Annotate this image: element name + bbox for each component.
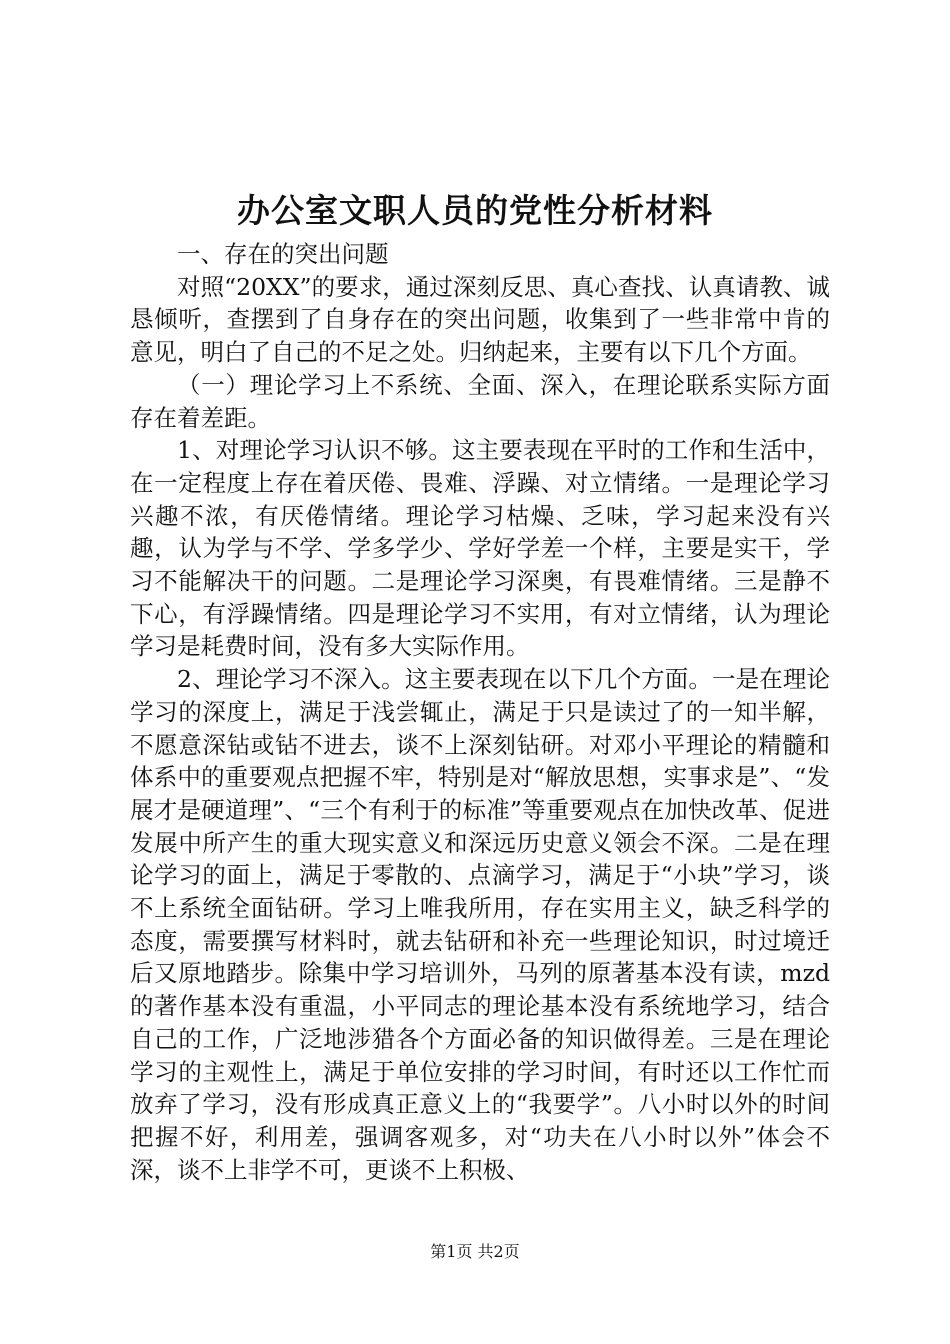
document-title: 办公室文职人员的党性分析材料: [237, 191, 713, 230]
section-heading: 一、存在的突出问题: [177, 240, 389, 268]
paragraph: 2、理论学习不深入。这主要表现在以下几个方面。一是在理论学习的深度上，满足于浅尝辄止，满足于只是读过了的一知半解，不愿意深钻或钻不进去，谈不上深刻钻研。对邓小平理论的精髓和体系中的重要观点把握不牢，特别是对“解放思想，实事求是”、“发展才是硬道理”、“三个有利于的标准”等重要观点在加快改革、促进发展中所产生的重大现实意义和深远历史意义领会不深。二是在理论学习的面上，满足于零散的、点滴学习，满足于“小块”学习，谈不上系统全面钻研。学习上唯我所用，存在实用主义，缺乏科学的态度，需要撰写材料时，就去钻研和补充一些理论知识，时过境迁后又原地踏步。除集中学习培训外，马列的原著基本没有读，mzd的著作基本没有重温，小平同志的理论基本没有系统地学习，结合自己的工作，广泛地涉猎各个方面必备的知识做得差。三是在理论学习的主观性上，满足于单位安排的学习时间，有时还以工作忙而放弃了学习，没有形成真正意义上的“我要学”。八小时以外的时间把握不好，利用差，强调客观多，对“功夫在八小时以外”体会不深，谈不上非学不可，更谈不上积极、: [130, 665, 830, 1184]
document-body: [130, 238, 830, 1186]
paragraph: 对照“20XX”的要求，通过深刻反思、真心查找、认真请教、诚恳倾听，查摆到了自身存在的突出问题，收集到了一些非常中肯的意见，明白了自己的不足之处。归纳起来，主要有以下几个方面。: [130, 272, 830, 367]
subsection-heading: （一）理论学习上不系统、全面、深入，在理论联系实际方面存在着差距。: [130, 370, 830, 432]
page-footer: 第1页 共2页: [430, 1242, 520, 1261]
paragraph: 1、对理论学习认识不够。这主要表现在平时的工作和生活中，在一定程度上存在着厌倦、畏难、浮躁、对立情绪。一是理论学习兴趣不浓，有厌倦情绪。理论学习枯燥、乏味，学习起来没有兴趣，认为学与不学、学多学少、学好学差一个样，主要是实干，学习不能解决干的问题。二是理论学习深奥，有畏难情绪。三是静不下心，有浮躁情绪。四是理论学习不实用，有对立情绪，认为理论学习是耗费时间，没有多大实际作用。: [130, 436, 830, 661]
